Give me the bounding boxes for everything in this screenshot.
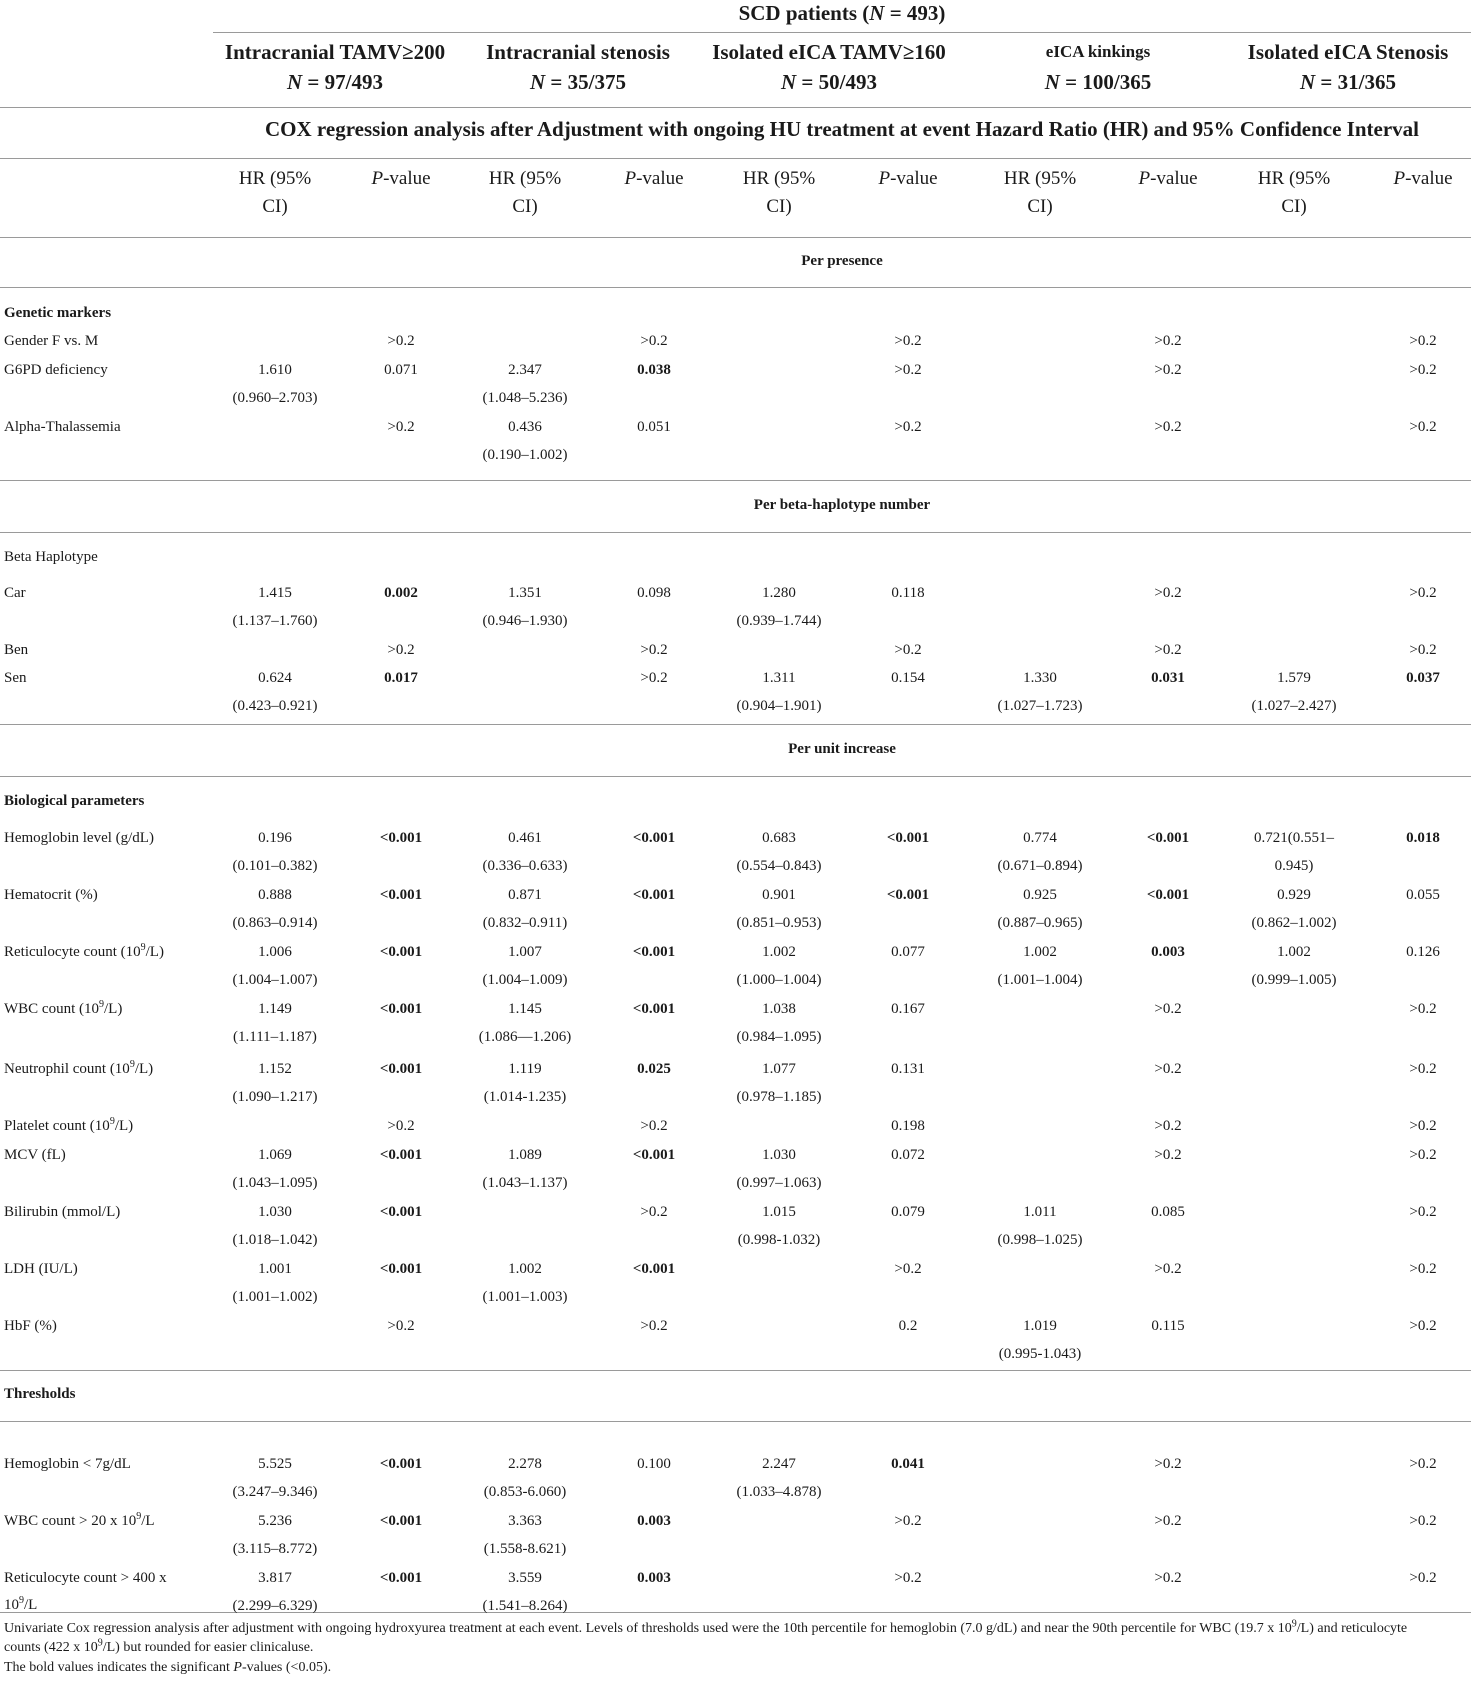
p-value-cell: <0.001 bbox=[379, 1261, 423, 1277]
hr-value-cell: 1.351 bbox=[508, 585, 542, 601]
p-value-cell: 0.003 bbox=[637, 1513, 671, 1529]
p-value-cell: <0.001 bbox=[379, 1456, 423, 1472]
ci-value-cell: (0.853-6.060) bbox=[483, 1484, 567, 1500]
row-label: Reticulocyte count $(10^9/L)$ bbox=[4, 942, 164, 960]
p-value-cell: 0.025 bbox=[637, 1061, 671, 1077]
row-label: Bilirubin (mmol/L) bbox=[4, 1204, 121, 1220]
p-value-cell: 0.126 bbox=[1406, 944, 1440, 960]
p-value-cell: <0.001 bbox=[632, 887, 676, 903]
hr-value-cell: 1.030 bbox=[258, 1204, 292, 1220]
ci-value-cell: 0.945) bbox=[1274, 858, 1314, 874]
col-header-2: Intracranial stenosis N = 35/375 bbox=[486, 40, 670, 94]
p-value-cell: >0.2 bbox=[1154, 1118, 1182, 1134]
row-label: Hemoglobin level (g/dL) bbox=[4, 830, 154, 846]
p-value-cell: >0.2 bbox=[1154, 1261, 1182, 1277]
hr-value-cell: 0.624 bbox=[258, 670, 292, 686]
ci-value-cell: (0.862–1.002) bbox=[1251, 915, 1337, 931]
hr-ci-header: HR (95% CI) bbox=[1003, 168, 1077, 217]
rule-3 bbox=[0, 532, 1471, 533]
ci-value-cell: (0.995-1.043) bbox=[998, 1346, 1082, 1362]
p-value-cell: 0.154 bbox=[891, 670, 925, 686]
p-value-cell: <0.001 bbox=[632, 1001, 676, 1017]
p-value-cell: >0.2 bbox=[640, 670, 668, 686]
p-value-header: P-value bbox=[878, 168, 938, 189]
col-header-4: eICA kinkings N = 100/365 bbox=[1044, 42, 1152, 94]
hr-value-cell: 3.817 bbox=[258, 1570, 292, 1586]
p-value-cell: 0.077 bbox=[891, 944, 925, 960]
row-label: Alpha-Thalassemia bbox=[4, 419, 121, 435]
p-value-cell: <0.001 bbox=[1146, 830, 1190, 846]
row-label: LDH (IU/L) bbox=[4, 1261, 78, 1277]
hr-value-cell: 5.525 bbox=[258, 1456, 292, 1472]
p-value-cell: >0.2 bbox=[387, 1318, 415, 1334]
ci-value-cell: (1.018–1.042) bbox=[232, 1232, 318, 1248]
p-value-cell: >0.2 bbox=[640, 333, 668, 349]
p-value-cell: 0.002 bbox=[384, 585, 418, 601]
rule-5 bbox=[0, 776, 1471, 777]
row-label: Hemoglobin < 7g/dL bbox=[4, 1456, 131, 1472]
rule-4 bbox=[0, 724, 1471, 725]
p-value-cell: >0.2 bbox=[387, 642, 415, 658]
ci-value-cell: (1.086—1.206) bbox=[478, 1029, 572, 1045]
p-value-cell: <0.001 bbox=[886, 830, 930, 846]
p-value-cell: <0.001 bbox=[379, 1001, 423, 1017]
p-value-cell: 0.041 bbox=[891, 1456, 925, 1472]
ci-value-cell: (0.190–1.002) bbox=[482, 447, 568, 463]
cox-rule bbox=[0, 158, 1471, 159]
hr-value-cell: 1.038 bbox=[762, 1001, 796, 1017]
ci-value-cell: (0.999–1.005) bbox=[1251, 972, 1337, 988]
p-value-cell: >0.2 bbox=[1409, 1513, 1437, 1529]
p-value-cell: 0.051 bbox=[637, 419, 671, 435]
p-value-cell: >0.2 bbox=[1409, 419, 1437, 435]
col-header-3: Isolated eICA TAMV≥160 N = 50/493 bbox=[712, 40, 946, 94]
footnote-1: Univariate Cox regression analysis after adjustment with ongoing hydroxyurea treatment at each event. Levels of thresholds used were the 10th percentile for hemoglobin (7.0 g/dL) and near the 90th percentile for WBC (19.7 x $10^9/L$) and reticulocyte bbox=[4, 1618, 1408, 1636]
ci-value-cell: (0.851–0.953) bbox=[736, 915, 822, 931]
p-value-cell: <0.001 bbox=[632, 830, 676, 846]
p-value-cell: >0.2 bbox=[894, 1570, 922, 1586]
p-value-cell: 0.115 bbox=[1151, 1318, 1185, 1334]
p-value-cell: >0.2 bbox=[640, 1204, 668, 1220]
p-value-cell: >0.2 bbox=[894, 362, 922, 378]
group-beta-haplotype: Beta Haplotype bbox=[4, 549, 98, 565]
row-label: Sen bbox=[4, 670, 27, 686]
ci-value-cell: (1.541–8.264) bbox=[482, 1598, 568, 1614]
p-value-cell: >0.2 bbox=[1409, 1261, 1437, 1277]
p-value-cell: 0.2 bbox=[898, 1318, 918, 1334]
p-value-cell: 0.018 bbox=[1406, 830, 1440, 846]
hr-value-cell: 3.363 bbox=[508, 1513, 542, 1529]
p-value-cell: <0.001 bbox=[1146, 887, 1190, 903]
ci-value-cell: (1.137–1.760) bbox=[232, 613, 318, 629]
hr-value-cell: 3.559 bbox=[508, 1570, 542, 1586]
ci-value-cell: (1.027–2.427) bbox=[1251, 698, 1337, 714]
p-value-cell: <0.001 bbox=[379, 1570, 423, 1586]
p-value-cell: >0.2 bbox=[1409, 1061, 1437, 1077]
p-value-cell: >0.2 bbox=[1409, 1318, 1437, 1334]
p-value-cell: 0.079 bbox=[891, 1204, 925, 1220]
row-label: Platelet count $(10^9/L)$ bbox=[4, 1116, 134, 1134]
title-rule bbox=[213, 32, 1471, 33]
p-value-cell: >0.2 bbox=[1409, 1147, 1437, 1163]
p-value-cell: >0.2 bbox=[1409, 1001, 1437, 1017]
ci-value-cell: (0.984–1.095) bbox=[736, 1029, 822, 1045]
ci-value-cell: (0.671–0.894) bbox=[997, 858, 1083, 874]
p-value-cell: 0.071 bbox=[384, 362, 418, 378]
hr-value-cell: 2.278 bbox=[508, 1456, 542, 1472]
hr-value-cell: 1.119 bbox=[508, 1061, 542, 1077]
p-value-cell: >0.2 bbox=[640, 1318, 668, 1334]
ci-value-cell: (0.946–1.930) bbox=[482, 613, 568, 629]
p-value-cell: >0.2 bbox=[1154, 419, 1182, 435]
p-value-cell: <0.001 bbox=[379, 1204, 423, 1220]
ci-value-cell: (0.887–0.965) bbox=[997, 915, 1083, 931]
ci-value-cell: (0.998-1.032) bbox=[737, 1232, 821, 1248]
hr-value-cell: 0.925 bbox=[1023, 887, 1057, 903]
hr-value-cell: 0.929 bbox=[1277, 887, 1311, 903]
hr-value-cell: 0.774 bbox=[1023, 830, 1057, 846]
p-value-cell: <0.001 bbox=[632, 1261, 676, 1277]
ci-value-cell: (2.299–6.329) bbox=[232, 1598, 318, 1614]
row-label: Car bbox=[4, 585, 26, 601]
hr-value-cell: 1.152 bbox=[258, 1061, 292, 1077]
p-value-cell: 0.167 bbox=[891, 1001, 925, 1017]
hr-value-cell: 0.888 bbox=[258, 887, 292, 903]
rule-2 bbox=[0, 480, 1471, 481]
footnote-3: The bold values indicates the significant P-values (<0.05). bbox=[4, 1660, 332, 1675]
ci-value-cell: (0.863–0.914) bbox=[232, 915, 318, 931]
row-label: WBC count > 20 x $10^9/L$ bbox=[4, 1511, 155, 1529]
ci-value-cell: (3.115–8.772) bbox=[232, 1541, 318, 1557]
p-value-cell: >0.2 bbox=[1409, 362, 1437, 378]
p-value-cell: 0.017 bbox=[384, 670, 418, 686]
hr-value-cell: 0.901 bbox=[762, 887, 796, 903]
p-value-cell: >0.2 bbox=[1154, 1513, 1182, 1529]
hr-value-cell: 1.077 bbox=[762, 1061, 796, 1077]
p-value-header: P-value bbox=[371, 168, 431, 189]
p-value-cell: <0.001 bbox=[886, 887, 930, 903]
p-value-cell: 0.003 bbox=[637, 1570, 671, 1586]
hr-value-cell: 1.007 bbox=[508, 944, 542, 960]
p-value-cell: >0.2 bbox=[894, 1513, 922, 1529]
hr-value-cell: 1.089 bbox=[508, 1147, 542, 1163]
p-value-cell: <0.001 bbox=[632, 1147, 676, 1163]
hr-value-cell: 1.610 bbox=[258, 362, 292, 378]
ci-value-cell: (1.000–1.004) bbox=[736, 972, 822, 988]
p-value-cell: 0.037 bbox=[1406, 670, 1440, 686]
p-value-cell: >0.2 bbox=[894, 419, 922, 435]
row-label: Ben bbox=[4, 642, 29, 658]
p-value-cell: >0.2 bbox=[894, 1261, 922, 1277]
p-value-cell: 0.131 bbox=[891, 1061, 925, 1077]
hr-value-cell: 1.069 bbox=[258, 1147, 292, 1163]
section-per-presence: Per presence bbox=[801, 253, 883, 269]
p-value-cell: 0.055 bbox=[1406, 887, 1440, 903]
row-label: Hematocrit (%) bbox=[4, 887, 98, 903]
ci-value-cell: (0.832–0.911) bbox=[482, 915, 568, 931]
p-value-cell: >0.2 bbox=[1409, 585, 1437, 601]
group-genetic-markers: Genetic markers bbox=[4, 305, 112, 321]
ci-value-cell: (1.001–1.003) bbox=[482, 1289, 568, 1305]
rule-bottom bbox=[0, 1612, 1471, 1613]
ci-value-cell: (1.558-8.621) bbox=[483, 1541, 567, 1557]
hr-value-cell: 1.011 bbox=[1023, 1204, 1057, 1220]
hr-value-cell: 1.002 bbox=[1277, 944, 1311, 960]
ci-value-cell: (0.336–0.633) bbox=[482, 858, 568, 874]
ci-value-cell: (0.554–0.843) bbox=[736, 858, 822, 874]
p-value-cell: >0.2 bbox=[1154, 333, 1182, 349]
p-value-cell: >0.2 bbox=[1154, 362, 1182, 378]
ci-value-cell: (0.939–1.744) bbox=[736, 613, 822, 629]
hr-value-cell: 5.236 bbox=[258, 1513, 292, 1529]
hr-value-cell: 1.015 bbox=[762, 1204, 796, 1220]
hr-value-cell: 1.330 bbox=[1023, 670, 1057, 686]
p-value-cell: >0.2 bbox=[387, 1118, 415, 1134]
p-value-cell: >0.2 bbox=[1154, 642, 1182, 658]
ci-value-cell: (1.048–5.236) bbox=[482, 390, 568, 406]
p-value-cell: <0.001 bbox=[379, 1147, 423, 1163]
ci-value-cell: (1.001–1.004) bbox=[997, 972, 1083, 988]
p-value-cell: >0.2 bbox=[1409, 1118, 1437, 1134]
p-value-header: P-value bbox=[624, 168, 684, 189]
ci-value-cell: (1.043–1.095) bbox=[232, 1175, 318, 1191]
p-value-cell: >0.2 bbox=[894, 642, 922, 658]
p-value-cell: 0.118 bbox=[891, 585, 925, 601]
p-value-cell: 0.031 bbox=[1151, 670, 1185, 686]
ci-value-cell: (0.978–1.185) bbox=[736, 1089, 822, 1105]
p-value-cell: >0.2 bbox=[1154, 1001, 1182, 1017]
p-value-cell: 0.085 bbox=[1151, 1204, 1185, 1220]
p-value-cell: >0.2 bbox=[1409, 1204, 1437, 1220]
hr-value-cell: 0.721(0.551– bbox=[1254, 830, 1334, 846]
rule-6 bbox=[0, 1370, 1471, 1371]
p-value-cell: >0.2 bbox=[387, 419, 415, 435]
p-value-cell: >0.2 bbox=[894, 333, 922, 349]
hr-value-cell: 0.196 bbox=[258, 830, 292, 846]
ci-value-cell: (1.090–1.217) bbox=[232, 1089, 318, 1105]
group-thresholds: Thresholds bbox=[4, 1386, 76, 1402]
cox-title: COX regression analysis after Adjustment with ongoing HU treatment at event Hazard Ratio (HR) and 95% Confidence Interval bbox=[265, 117, 1419, 141]
hr-value-cell: 1.006 bbox=[258, 944, 292, 960]
section-per-beta: Per beta-haplotype number bbox=[753, 497, 931, 513]
ci-value-cell: (0.101–0.382) bbox=[232, 858, 318, 874]
p-value-cell: >0.2 bbox=[387, 333, 415, 349]
hr-value-cell: 0.871 bbox=[508, 887, 542, 903]
ci-value-cell: (1.033–4.878) bbox=[736, 1484, 822, 1500]
ci-value-cell: (0.998–1.025) bbox=[997, 1232, 1083, 1248]
hr-value-cell: 1.415 bbox=[258, 585, 292, 601]
table-title: SCD patients (N = 493) bbox=[738, 1, 946, 25]
hr-value-cell: 1.002 bbox=[1023, 944, 1057, 960]
p-value-cell: >0.2 bbox=[1154, 585, 1182, 601]
p-value-cell: >0.2 bbox=[1409, 1570, 1437, 1586]
p-value-cell: <0.001 bbox=[379, 1513, 423, 1529]
col-header-5: Isolated eICA Stenosis N = 31/365 bbox=[1247, 40, 1449, 94]
header-rule bbox=[0, 107, 1471, 108]
hr-value-cell: 0.683 bbox=[762, 830, 796, 846]
p-value-header: P-value bbox=[1393, 168, 1453, 189]
row-label: MCV (fL) bbox=[4, 1147, 66, 1163]
row-label: HbF (%) bbox=[4, 1318, 57, 1334]
ci-value-cell: (1.001–1.002) bbox=[232, 1289, 318, 1305]
hr-value-cell: 2.347 bbox=[508, 362, 542, 378]
ci-value-cell: (3.247–9.346) bbox=[232, 1484, 318, 1500]
p-value-cell: 0.100 bbox=[637, 1456, 671, 1472]
ci-value-cell: (1.043–1.137) bbox=[482, 1175, 568, 1191]
hr-ci-header: HR (95% CI) bbox=[488, 168, 562, 217]
p-value-cell: 0.003 bbox=[1151, 944, 1185, 960]
hr-value-cell: 0.461 bbox=[508, 830, 542, 846]
rule-1 bbox=[0, 287, 1471, 288]
p-value-cell: 0.198 bbox=[891, 1118, 925, 1134]
footnote-2: counts (422 x $10^9/L$) but rounded for easier clinicaluse. bbox=[4, 1637, 314, 1655]
ci-value-cell: (1.027–1.723) bbox=[997, 698, 1083, 714]
ci-value-cell: (1.111–1.187) bbox=[233, 1029, 317, 1045]
hr-value-cell: 1.579 bbox=[1277, 670, 1311, 686]
p-value-cell: >0.2 bbox=[1154, 1147, 1182, 1163]
row-label: Gender F vs. M bbox=[4, 333, 99, 349]
p-value-cell: >0.2 bbox=[1409, 1456, 1437, 1472]
ci-value-cell: (1.004–1.009) bbox=[482, 972, 568, 988]
p-value-cell: <0.001 bbox=[379, 1061, 423, 1077]
p-value-cell: 0.038 bbox=[637, 362, 671, 378]
ci-value-cell: (0.997–1.063) bbox=[736, 1175, 822, 1191]
ci-value-cell: (0.904–1.901) bbox=[736, 698, 822, 714]
hr-value-cell: 1.019 bbox=[1023, 1318, 1057, 1334]
p-value-cell: 0.072 bbox=[891, 1147, 925, 1163]
section-per-unit: Per unit increase bbox=[788, 741, 896, 757]
ci-value-cell: (0.960–2.703) bbox=[232, 390, 318, 406]
col-header-1: Intracranial TAMV≥200 N = 97/493 bbox=[224, 40, 446, 94]
hr-ci-header: HR (95% CI) bbox=[238, 168, 312, 217]
p-value-cell: >0.2 bbox=[1154, 1061, 1182, 1077]
p-value-cell: <0.001 bbox=[379, 887, 423, 903]
hr-value-cell: 1.280 bbox=[762, 585, 796, 601]
hr-value-cell: 1.030 bbox=[762, 1147, 796, 1163]
p-value-cell: >0.2 bbox=[640, 1118, 668, 1134]
hr-value-cell: 1.149 bbox=[258, 1001, 292, 1017]
p-value-cell: >0.2 bbox=[1154, 1570, 1182, 1586]
hr-value-cell: 1.002 bbox=[508, 1261, 542, 1277]
p-value-cell: <0.001 bbox=[632, 944, 676, 960]
row-label: G6PD deficiency bbox=[4, 362, 108, 378]
rule-7 bbox=[0, 1421, 1471, 1422]
hr-value-cell: 1.311 bbox=[762, 670, 796, 686]
row-label: Reticulocyte count > 400 x $10^9/L$ bbox=[4, 1570, 167, 1613]
hr-value-cell: 1.002 bbox=[762, 944, 796, 960]
p-value-cell: >0.2 bbox=[1154, 1456, 1182, 1472]
hr-value-cell: 2.247 bbox=[762, 1456, 796, 1472]
ci-value-cell: (0.423–0.921) bbox=[232, 698, 318, 714]
row-label: Neutrophil count $(10^9/L)$ bbox=[4, 1059, 154, 1077]
p-value-header: P-value bbox=[1138, 168, 1198, 189]
hr-ci-header: HR (95% CI) bbox=[742, 168, 816, 217]
p-value-cell: >0.2 bbox=[1409, 642, 1437, 658]
group-biological: Biological parameters bbox=[4, 793, 145, 809]
hr-ci-header: HR (95% CI) bbox=[1257, 168, 1331, 217]
subheader-rule bbox=[0, 237, 1471, 238]
p-value-cell: 0.098 bbox=[637, 585, 671, 601]
hr-value-cell: 0.436 bbox=[508, 419, 542, 435]
p-value-cell: <0.001 bbox=[379, 944, 423, 960]
ci-value-cell: (1.014-1.235) bbox=[483, 1089, 567, 1105]
p-value-cell: >0.2 bbox=[1409, 333, 1437, 349]
ci-value-cell: (1.004–1.007) bbox=[232, 972, 318, 988]
hr-value-cell: 1.145 bbox=[508, 1001, 542, 1017]
hr-value-cell: 1.001 bbox=[258, 1261, 292, 1277]
row-label: WBC count $(10^9/L)$ bbox=[4, 999, 123, 1017]
p-value-cell: <0.001 bbox=[379, 830, 423, 846]
p-value-cell: >0.2 bbox=[640, 642, 668, 658]
